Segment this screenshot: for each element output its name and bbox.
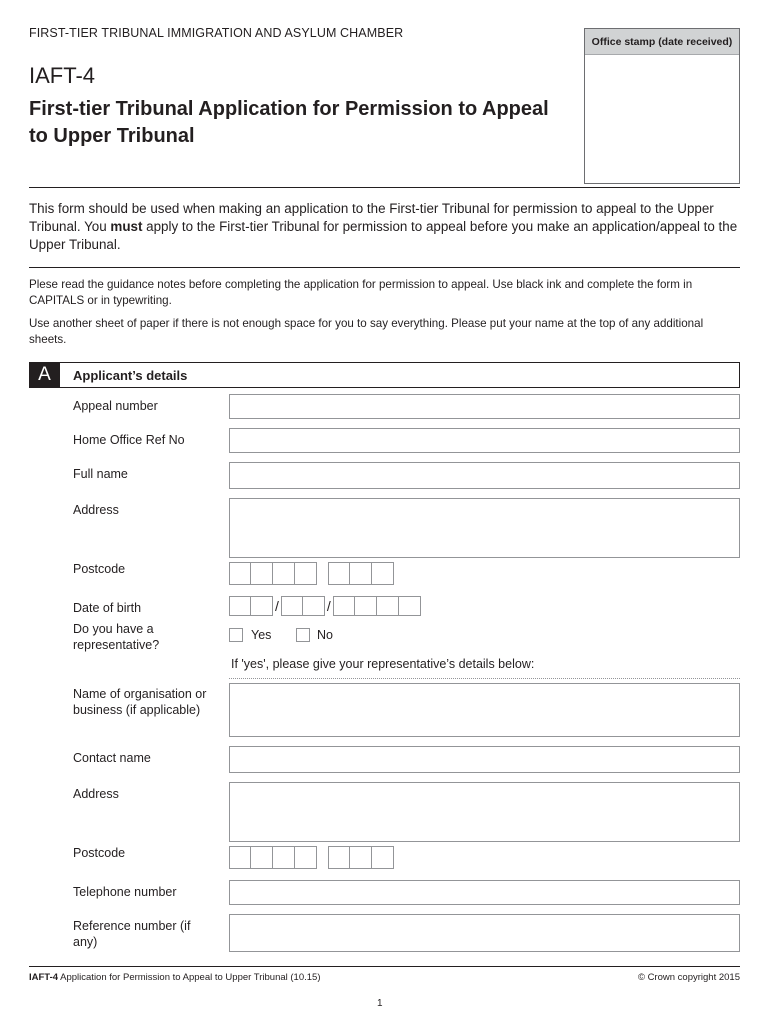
guidance-text-1: Plese read the guidance notes before completing the application for permission to appeal. Use black ink and complete the form in CAPITALS or in typewriting. — [29, 278, 693, 307]
rep-postcode-part-2 — [328, 846, 394, 869]
representative-instruction: If 'yes', please give your representative’s details below: — [231, 657, 535, 671]
rep-postcode-cell[interactable] — [372, 846, 394, 869]
dob-separator: / — [326, 598, 331, 614]
dob-label: Date of birth — [73, 601, 142, 615]
postcode-part-2 — [328, 562, 394, 585]
full-name-label: Full name — [73, 467, 128, 481]
telephone-label: Telephone number — [73, 885, 177, 899]
contact-name-label: Contact name — [73, 751, 151, 765]
footer-copyright: © Crown copyright 2015 — [637, 972, 740, 983]
rep-postcode-cell[interactable] — [350, 846, 372, 869]
rep-postcode-cell[interactable] — [229, 846, 251, 869]
representative-yes-checkbox[interactable] — [229, 628, 243, 642]
dob-year-cell[interactable] — [333, 596, 355, 616]
footer-form-info — [29, 972, 320, 983]
dob-year-cell[interactable] — [355, 596, 377, 616]
rep-postcode-part-1 — [229, 846, 317, 869]
postcode-part-1 — [229, 562, 317, 585]
section-a-letter: A — [29, 362, 60, 388]
appeal-number-field[interactable] — [229, 394, 740, 419]
page-number: 1 — [377, 998, 383, 1009]
postcode-cell[interactable] — [295, 562, 317, 585]
yes-label: Yes — [251, 628, 272, 642]
section-a-title: Applicant’s details — [73, 368, 188, 383]
org-name-field[interactable] — [229, 683, 740, 737]
office-stamp-box — [584, 28, 740, 184]
rep-address-label: Address — [73, 787, 119, 801]
telephone-field[interactable] — [229, 880, 740, 905]
address-label: Address — [73, 503, 119, 517]
divider — [29, 187, 740, 188]
postcode-cell[interactable] — [350, 562, 372, 585]
reference-label: Reference number (if any) — [73, 919, 191, 949]
representative-no-checkbox[interactable] — [296, 628, 310, 642]
no-label: No — [317, 628, 333, 642]
footer-form-code: IAFT-4 — [29, 972, 59, 983]
intro-part-1: This form should be used when making an application to the First-tier Tribunal for permission to appeal to the Upper Tribunal. You — [29, 201, 714, 234]
postcode-cell[interactable] — [229, 562, 251, 585]
postcode-cell[interactable] — [251, 562, 273, 585]
rep-postcode-cell[interactable] — [273, 846, 295, 869]
rep-postcode-cell[interactable] — [295, 846, 317, 869]
full-name-field[interactable] — [229, 462, 740, 489]
postcode-cell[interactable] — [328, 562, 350, 585]
org-name-label: Name of organisation or business (if applicable) — [73, 687, 207, 717]
intro-part-2: apply to the First-tier Tribunal for permission to appeal before you make an application/appeal to the Upper Tribunal. — [29, 219, 738, 252]
dob-separator: / — [275, 598, 279, 614]
intro-text — [29, 200, 740, 254]
footer-description: Application for Permission to Appeal to Upper Tribunal (10.15) — [58, 972, 321, 983]
rep-postcode-cell[interactable] — [328, 846, 350, 869]
dob-field — [229, 596, 421, 616]
contact-name-field[interactable] — [229, 746, 740, 773]
intro-emphasis: must — [110, 219, 143, 234]
home-office-ref-field[interactable] — [229, 428, 740, 453]
postcode-cell[interactable] — [273, 562, 295, 585]
guidance-text-2: Use another sheet of paper if there is not enough space for you to say everything. Please put your name at the top of any additional sheets. — [29, 317, 704, 346]
form-code: IAFT-4 — [29, 63, 96, 88]
address-field[interactable] — [229, 498, 740, 558]
representative-question: Do you have a representative? — [73, 622, 160, 652]
rep-address-field[interactable] — [229, 782, 740, 842]
form-title: First-tier Tribunal Application for Permission to Appeal to Upper Tribunal — [29, 98, 549, 147]
divider — [29, 267, 740, 268]
chamber-heading: FIRST-TIER TRIBUNAL IMMIGRATION AND ASYLUM CHAMBER — [29, 26, 404, 40]
office-stamp-label: Office stamp (date received) — [585, 29, 739, 55]
dob-day-cell[interactable] — [251, 596, 273, 616]
postcode-cell[interactable] — [372, 562, 394, 585]
dotted-divider — [229, 678, 740, 679]
dob-month-cell[interactable] — [281, 596, 303, 616]
postcode-label: Postcode — [73, 562, 126, 576]
dob-day-cell[interactable] — [229, 596, 251, 616]
dob-year-cell[interactable] — [399, 596, 421, 616]
footer-divider — [29, 966, 740, 967]
dob-year-cell[interactable] — [377, 596, 399, 616]
home-office-ref-label: Home Office Ref No — [73, 433, 185, 447]
rep-postcode-label: Postcode — [73, 846, 126, 860]
reference-field[interactable] — [229, 914, 740, 952]
dob-month-cell[interactable] — [303, 596, 325, 616]
rep-postcode-cell[interactable] — [251, 846, 273, 869]
appeal-number-label: Appeal number — [73, 399, 158, 413]
